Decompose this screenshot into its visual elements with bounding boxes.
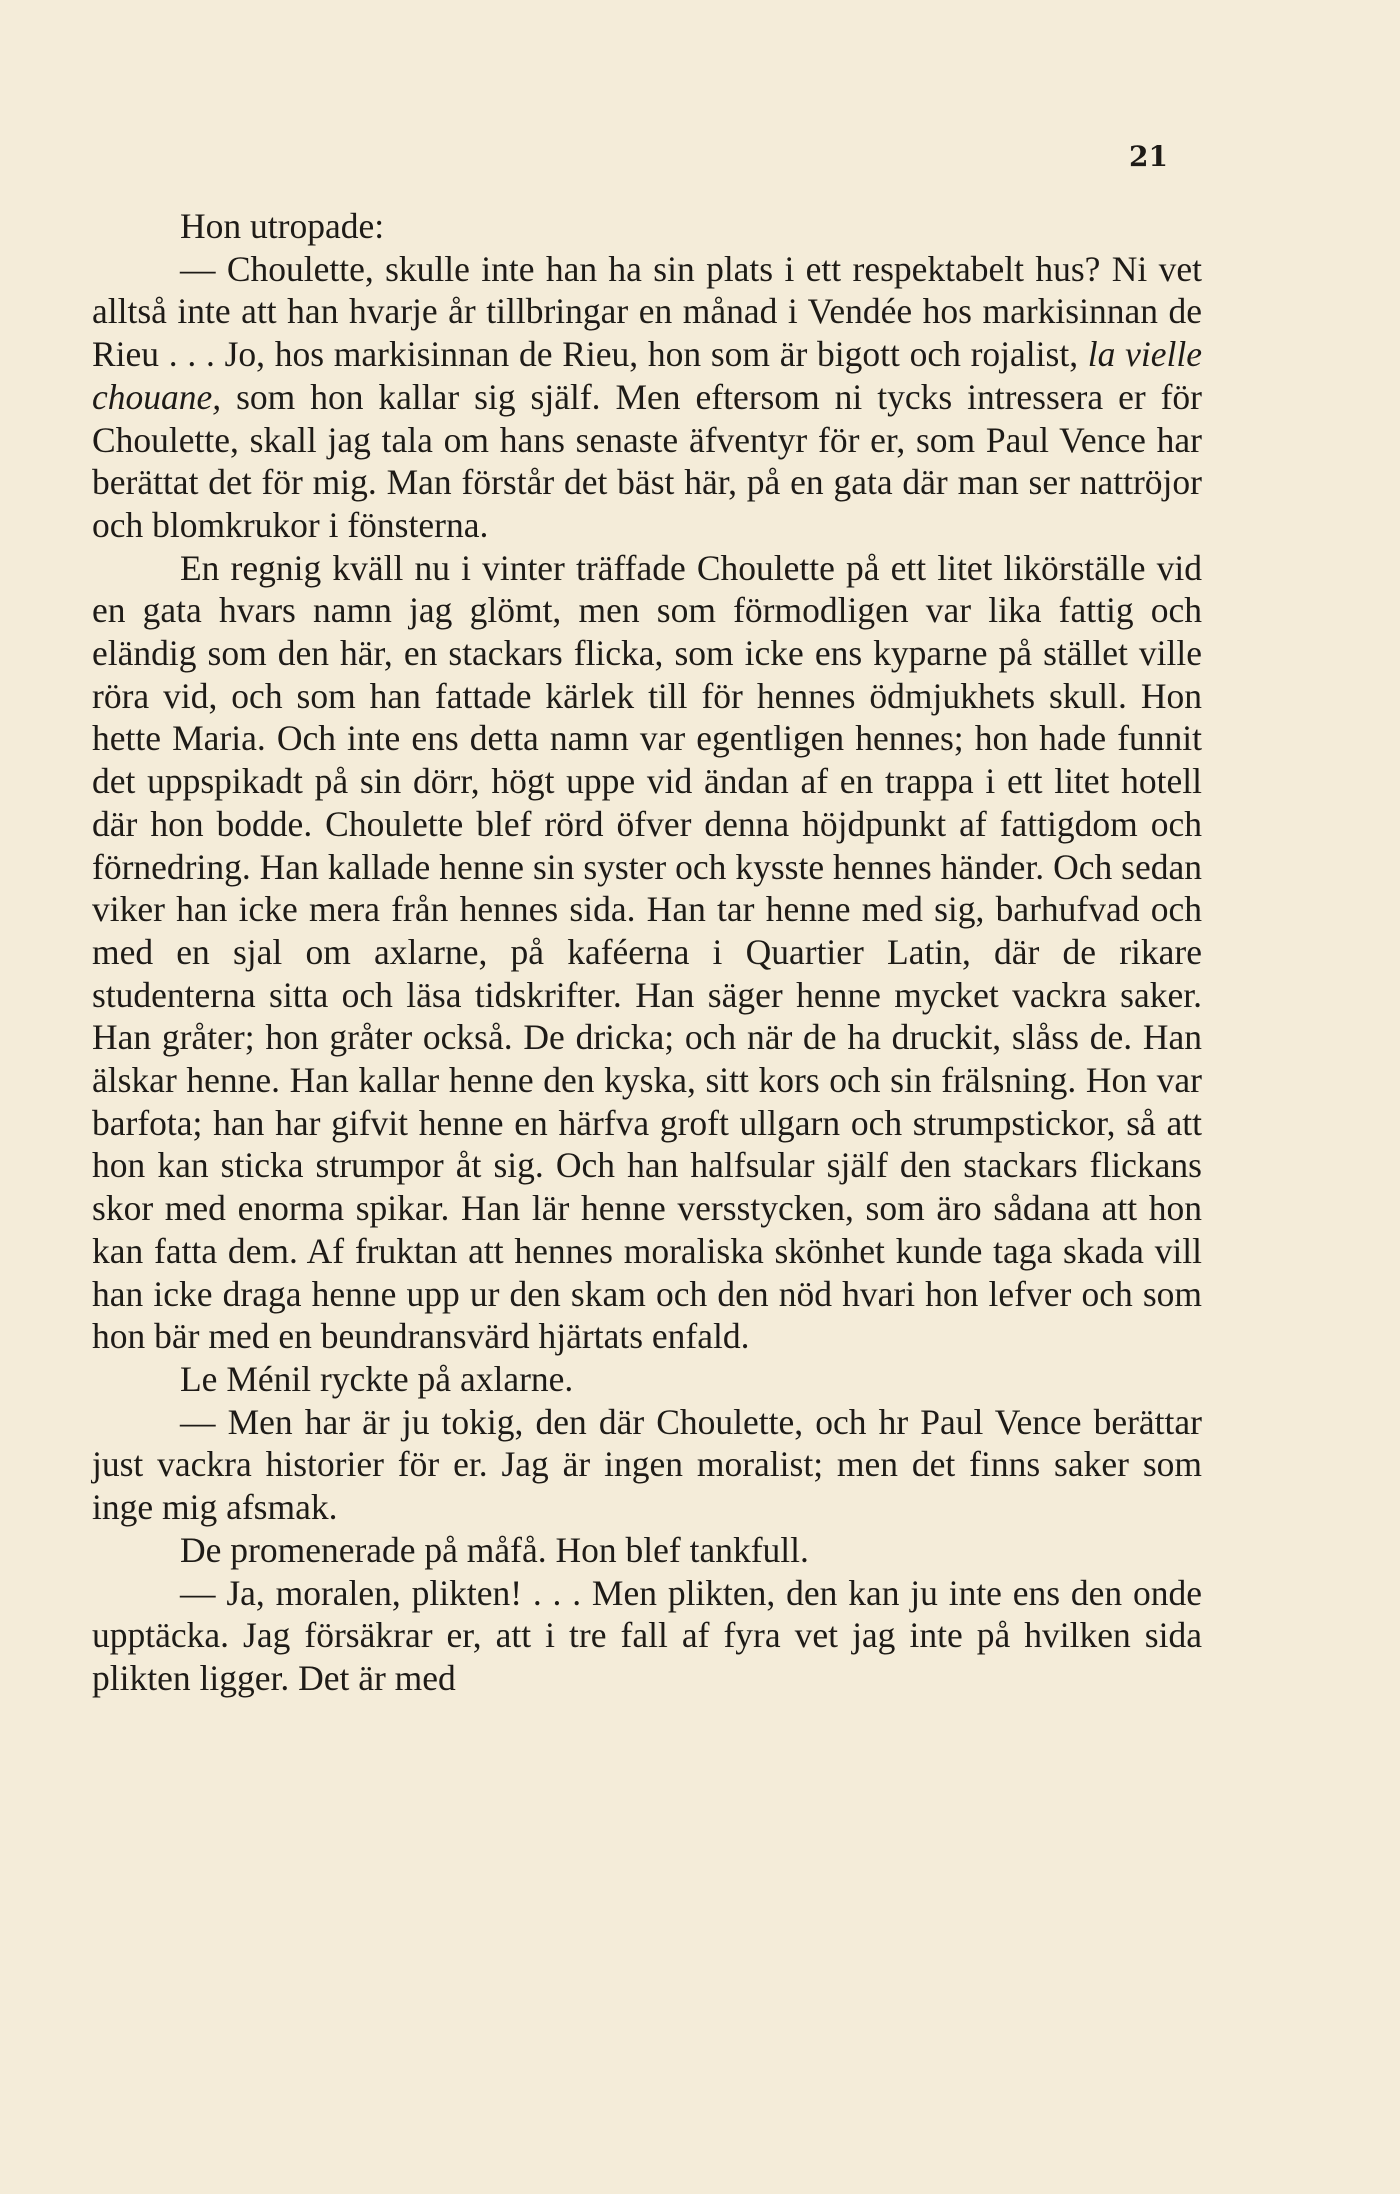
paragraph [92, 1358, 1202, 1401]
paragraph-text: Hon utropade: [180, 206, 385, 246]
italic-phrase: la vielle chouane, [92, 334, 1202, 417]
paragraph-text: — Men har är ju tokig, den där Choulette, och hr Paul Vence berättar just vackra historier för er. Jag är ingen moralist; men det finns saker som inge mig afsmak. [92, 1401, 1202, 1528]
paragraph-text: De promenerade på måfå. Hon blef tankfull. [180, 1529, 809, 1570]
paragraph-text: En regnig kväll nu i vinter träffade Choulette på ett litet likörställe vid en gata hvars namn jag glömt, men som förmodligen var lika fattig och eländig som den här, en stackars flicka, som icke ens kyparne på stället ville röra vid, och som han fattade kärlek till för hennes ödmjukhets skull. Hon hette Maria. Och inte ens detta namn var egentligen hennes; hon hade funnit det uppspikadt på sin dörr, högt uppe vid ändan af en trappa i ett litet hotell där hon bodde. Choulette blef rörd öfver denna höjdpunkt af fattigdom och förnedring. Han kallade henne sin syster och kysste hennes händer. Och sedan viker han icke mera från hennes sida. Han tar henne med sig, barhufvad och med en sjal om axlarne, på kaféerna i Quartier Latin, där de rikare studenterna sitta och läsa tidskrifter. Han säger henne mycket vackra saker. Han gråter; hon gråter också. De dricka; och när de ha druckit, slåss de. Han älskar henne. Han kallar henne den kyska, sitt kors och sin frälsning. Hon var barfota; han har gifvit henne en härfva groft ullgarn och strumpstickor, så att hon kan sticka strumpor åt sig. Och han halfsular själf den stackars flickans skor med enorma spikar. Han lär henne versstycken, som äro sådana att hon kan fatta dem. Af fruktan att hennes moraliska skönhet kunde taga skada vill han icke draga henne upp ur den skam och den nöd hvari hon lefver och som hon bär med en beundransvärd hjärtats enfald. [92, 547, 1202, 1357]
paragraph-text: som hon kallar sig själf. Men eftersom ni tycks intressera er för Choulette, skall jag tala om hans senaste äfventyr för er, som Paul Vence har berättat det för mig. Man förstår det bäst här, på en gata där man ser nattröjor och blomkrukor i fönsterna. [92, 376, 1202, 545]
paragraph [92, 1401, 1202, 1529]
paragraph-text: Le Ménil ryckte på axlarne. [180, 1358, 574, 1399]
paragraph-text: — Ja, moralen, plikten! . . . Men plikten, den kan ju inte ens den onde upptäcka. Jag försäkrar er, att i tre fall af fyra vet jag inte på hvilken sida plikten ligger. Det är med [92, 1572, 1202, 1698]
paragraph-text: — Choulette, skulle inte han ha sin plats i ett respektabelt hus? Ni vet alltså inte att han hvarje år tillbringar en månad i Vendée hos markisinnan de Rieu . . . Jo, hos markisinnan de Rieu, hon som är bigott och rojalist, [92, 248, 1202, 375]
paragraph [92, 248, 1202, 547]
paragraph [92, 1572, 1202, 1700]
paragraph [92, 547, 1202, 1358]
body-text [92, 205, 1202, 1700]
paragraph [92, 205, 1202, 248]
page-number: 21 [1129, 140, 1168, 173]
paragraph [92, 1529, 1202, 1572]
